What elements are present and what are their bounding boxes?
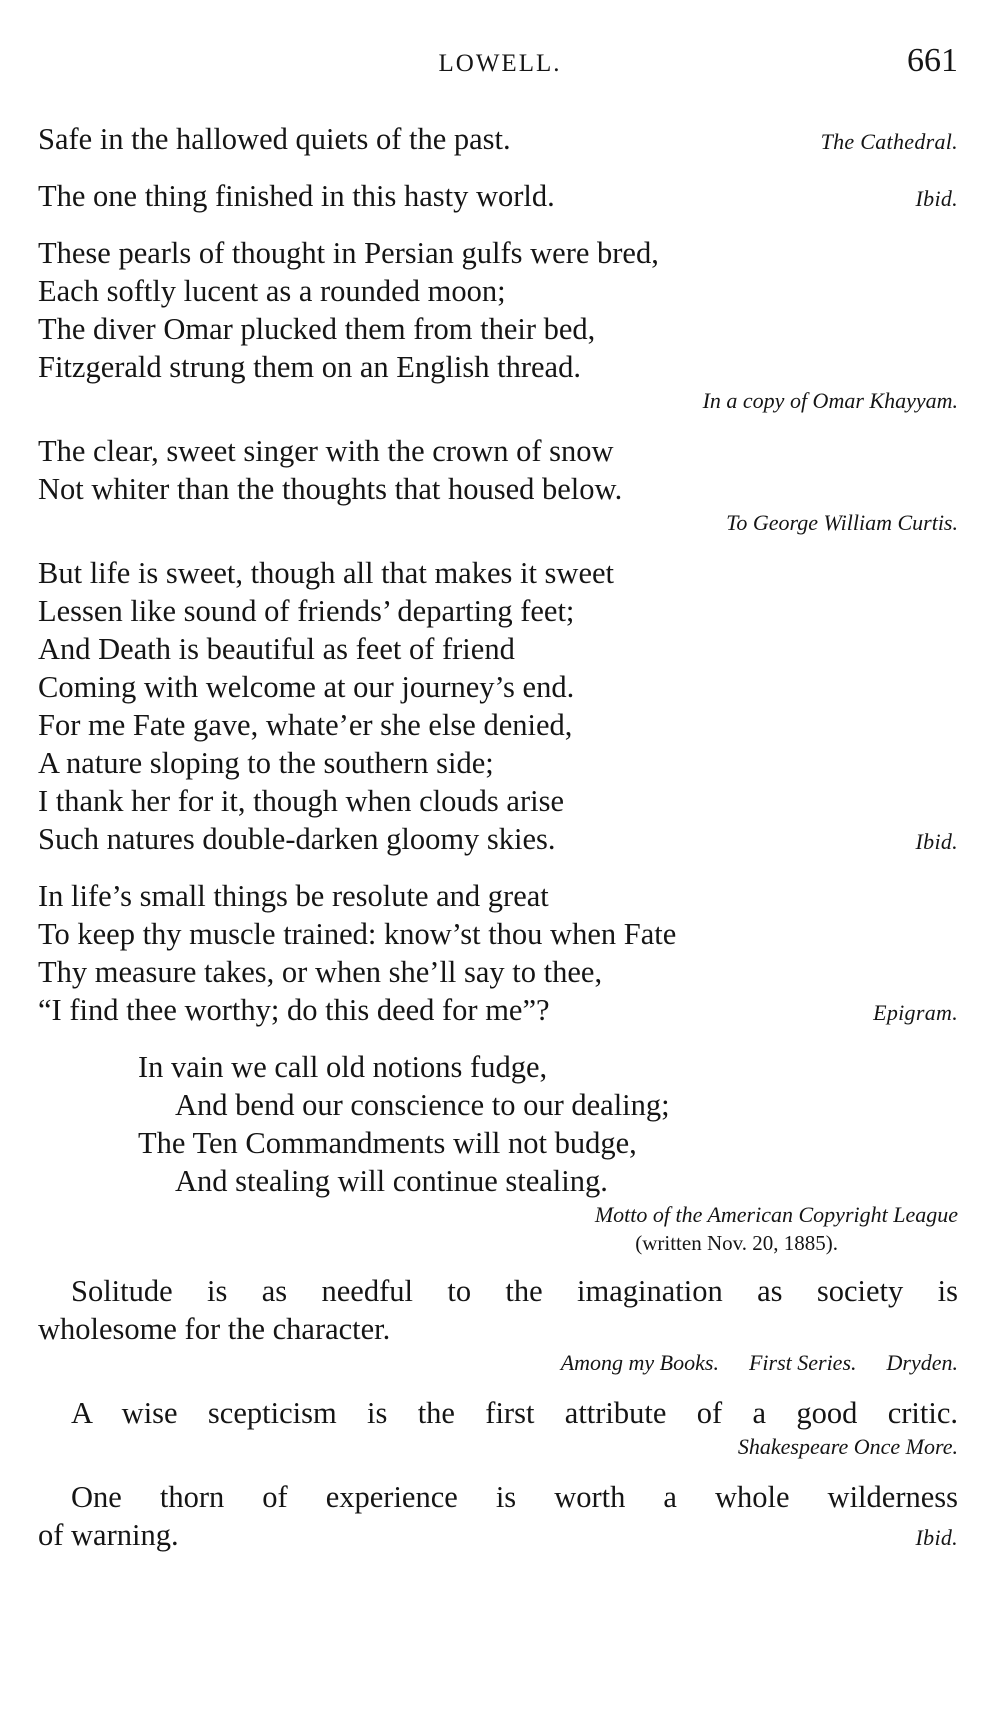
quote-source: The Cathedral.	[820, 129, 958, 154]
quote-source: Ibid.	[915, 186, 958, 211]
verse-line: Each softly lucent as a rounded moon;	[38, 274, 506, 308]
verse-line: In life’s small things be resolute and great	[38, 879, 549, 913]
verse-line: Coming with welcome at our journey’s end.	[38, 670, 575, 704]
verse-line: And stealing will continue stealing.	[175, 1164, 608, 1198]
quote-source: Epigram.	[873, 1000, 958, 1025]
verse-line: Such natures double-darken gloomy skies.	[38, 822, 556, 856]
quote-source: Ibid.	[915, 1525, 958, 1550]
verse-line: “I find thee worthy; do this deed for me”?	[38, 993, 550, 1027]
verse-line: But life is sweet, though all that makes it sweet	[38, 556, 615, 590]
quote-source-note: (written Nov. 20, 1885).	[635, 1231, 838, 1255]
quotation-9	[38, 1394, 958, 1462]
quote-source: Ibid.	[915, 829, 958, 854]
source-part: First Series.	[748, 1350, 857, 1375]
verse-line: Thy measure takes, or when she’ll say to thee,	[38, 955, 603, 989]
quotation-3	[38, 234, 958, 416]
quotation-4	[38, 432, 958, 538]
verse-line: The diver Omar plucked them from their bed,	[38, 312, 596, 346]
verse-line: In vain we call old notions fudge,	[138, 1050, 548, 1084]
quote-line: The one thing finished in this hasty world.	[38, 179, 555, 213]
quotation-1	[38, 120, 958, 161]
verse-line: These pearls of thought in Persian gulfs were bred,	[38, 236, 659, 270]
prose-line: Solitude is as needful to the imagination as society is	[71, 1274, 958, 1308]
quote-source: To George William Curtis.	[726, 510, 958, 535]
source-part: Dryden.	[886, 1350, 958, 1375]
quote-source	[38, 1348, 958, 1378]
quotation-10	[38, 1478, 958, 1557]
page-number: 661	[907, 42, 958, 79]
quotation-7	[38, 1048, 958, 1256]
quotation-2	[38, 177, 958, 218]
source-part: Among my Books.	[560, 1350, 719, 1375]
running-head	[0, 42, 1000, 82]
quotation-8	[38, 1272, 958, 1378]
quote-source: Shakespeare Once More.	[737, 1434, 958, 1459]
quote-source: In a copy of Omar Khayyam.	[702, 388, 958, 413]
verse-line: The clear, sweet singer with the crown of snow	[38, 434, 614, 468]
verse-line: I thank her for it, though when clouds arise	[38, 784, 564, 818]
verse-line: And bend our conscience to our dealing;	[175, 1088, 670, 1122]
verse-line: To keep thy muscle trained: know’st thou when Fate	[38, 917, 677, 951]
verse-line: The Ten Commandments will not budge,	[138, 1126, 637, 1160]
verse-line: Not whiter than the thoughts that housed below.	[38, 472, 623, 506]
running-title: LOWELL.	[438, 50, 562, 77]
prose-line: A wise scepticism is the first attribute of a good critic.	[71, 1396, 958, 1430]
verse-line: For me Fate gave, whate’er she else denied,	[38, 708, 573, 742]
quote-line: Safe in the hallowed quiets of the past.	[38, 122, 511, 156]
prose-line: wholesome for the character.	[38, 1312, 391, 1346]
quote-source: Motto of the American Copyright League	[594, 1202, 958, 1227]
prose-line: One thorn of experience is worth a whole wilderness	[71, 1480, 958, 1514]
verse-line: Fitzgerald strung them on an English thread.	[38, 350, 581, 384]
quotation-6	[38, 877, 958, 1032]
quotation-5	[38, 554, 958, 861]
quotations	[38, 120, 958, 1573]
verse-line: And Death is beautiful as feet of friend	[38, 632, 515, 666]
prose-line: of warning.	[38, 1518, 179, 1552]
verse-line: Lessen like sound of friends’ departing feet;	[38, 594, 575, 628]
verse-line: A nature sloping to the southern side;	[38, 746, 494, 780]
